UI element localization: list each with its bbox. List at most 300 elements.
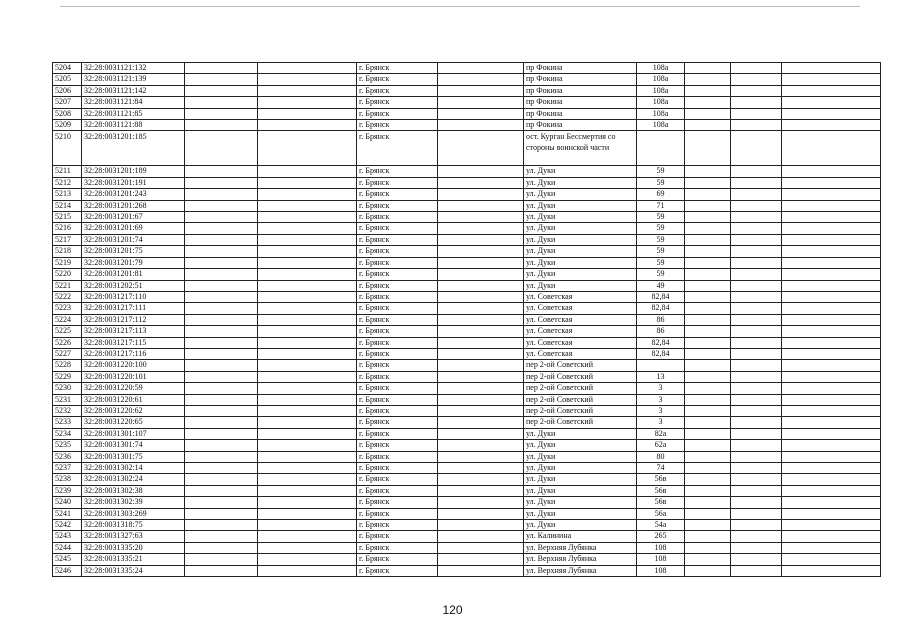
empty-cell (185, 542, 258, 553)
table-row (53, 280, 881, 291)
empty-cell (782, 269, 881, 280)
empty-cell (731, 63, 782, 74)
empty-cell (782, 565, 881, 576)
empty-cell (782, 428, 881, 439)
empty-cell (731, 520, 782, 531)
house-number-cell: 59 (637, 246, 685, 257)
table-row (53, 554, 881, 565)
empty-cell (782, 383, 881, 394)
street-cell: ул. Дуки (524, 212, 637, 223)
row-number-cell: 5226 (53, 337, 82, 348)
empty-cell (185, 200, 258, 211)
empty-cell (438, 383, 524, 394)
street-cell: ул. Дуки (524, 234, 637, 245)
empty-cell (185, 428, 258, 439)
empty-cell (258, 428, 357, 439)
empty-cell (731, 474, 782, 485)
empty-cell (185, 326, 258, 337)
empty-cell (438, 337, 524, 348)
empty-cell (731, 74, 782, 85)
house-number-cell: 71 (637, 200, 685, 211)
empty-cell (731, 348, 782, 359)
empty-cell (731, 280, 782, 291)
empty-cell (685, 463, 731, 474)
table-row (53, 97, 881, 108)
empty-cell (258, 291, 357, 302)
street-cell: пер 2-ой Советский (524, 371, 637, 382)
table-row (53, 189, 881, 200)
empty-cell (438, 485, 524, 496)
empty-cell (185, 189, 258, 200)
empty-cell (731, 394, 782, 405)
city-cell: г. Брянск (357, 405, 438, 416)
empty-cell (782, 74, 881, 85)
empty-cell (685, 291, 731, 302)
house-number-cell: 62а (637, 440, 685, 451)
empty-cell (185, 371, 258, 382)
cadastral-number-cell: 32:28:0031301:107 (82, 428, 185, 439)
house-number-cell: 3 (637, 383, 685, 394)
city-cell: г. Брянск (357, 63, 438, 74)
empty-cell (685, 314, 731, 325)
house-number-cell: 80 (637, 451, 685, 462)
street-cell: ул. Дуки (524, 497, 637, 508)
city-cell: г. Брянск (357, 497, 438, 508)
empty-cell (731, 177, 782, 188)
empty-cell (258, 74, 357, 85)
house-number-cell: 56в (637, 497, 685, 508)
empty-cell (685, 223, 731, 234)
empty-cell (685, 280, 731, 291)
table-row (53, 485, 881, 496)
empty-cell (685, 440, 731, 451)
row-number-cell: 5211 (53, 166, 82, 177)
empty-cell (438, 200, 524, 211)
empty-cell (185, 63, 258, 74)
cadastral-number-cell: 32:28:0031201:74 (82, 234, 185, 245)
empty-cell (258, 542, 357, 553)
empty-cell (685, 531, 731, 542)
table-row (53, 246, 881, 257)
city-cell: г. Брянск (357, 120, 438, 131)
table-row (53, 451, 881, 462)
empty-cell (782, 463, 881, 474)
row-number-cell: 5209 (53, 120, 82, 131)
street-cell: ул. Верхняя Лубянка (524, 542, 637, 553)
empty-cell (731, 314, 782, 325)
table-row (53, 131, 881, 166)
city-cell: г. Брянск (357, 337, 438, 348)
street-cell: ул. Советская (524, 337, 637, 348)
empty-cell (438, 74, 524, 85)
city-cell: г. Брянск (357, 394, 438, 405)
house-number-cell: 56в (637, 485, 685, 496)
cadastral-number-cell: 32:28:0031201:191 (82, 177, 185, 188)
row-number-cell: 5231 (53, 394, 82, 405)
empty-cell (685, 189, 731, 200)
empty-cell (438, 269, 524, 280)
street-cell: ул. Дуки (524, 246, 637, 257)
empty-cell (438, 520, 524, 531)
empty-cell (185, 440, 258, 451)
empty-cell (685, 474, 731, 485)
empty-cell (782, 234, 881, 245)
empty-cell (685, 326, 731, 337)
street-cell: ул. Дуки (524, 485, 637, 496)
empty-cell (258, 417, 357, 428)
cadastral-number-cell: 32:28:0031318:75 (82, 520, 185, 531)
empty-cell (685, 269, 731, 280)
empty-cell (438, 314, 524, 325)
table-row (53, 531, 881, 542)
city-cell: г. Брянск (357, 131, 438, 166)
row-number-cell: 5242 (53, 520, 82, 531)
street-cell: ул. Дуки (524, 257, 637, 268)
empty-cell (438, 394, 524, 405)
row-number-cell: 5229 (53, 371, 82, 382)
empty-cell (438, 303, 524, 314)
empty-cell (438, 474, 524, 485)
cadastral-number-cell: 32:28:0031121:132 (82, 63, 185, 74)
empty-cell (185, 520, 258, 531)
empty-cell (258, 348, 357, 359)
street-cell: пр Фокина (524, 74, 637, 85)
cadastral-number-cell: 32:28:0031201:189 (82, 166, 185, 177)
empty-cell (185, 85, 258, 96)
row-number-cell: 5243 (53, 531, 82, 542)
empty-cell (731, 565, 782, 576)
house-number-cell: 108 (637, 542, 685, 553)
empty-cell (782, 303, 881, 314)
row-number-cell: 5216 (53, 223, 82, 234)
city-cell: г. Брянск (357, 280, 438, 291)
empty-cell (731, 440, 782, 451)
city-cell: г. Брянск (357, 257, 438, 268)
empty-cell (685, 565, 731, 576)
empty-cell (782, 212, 881, 223)
table-row (53, 463, 881, 474)
empty-cell (438, 428, 524, 439)
city-cell: г. Брянск (357, 200, 438, 211)
row-number-cell: 5210 (53, 131, 82, 166)
empty-cell (731, 383, 782, 394)
table-row (53, 108, 881, 119)
empty-cell (782, 337, 881, 348)
house-number-cell: 56а (637, 508, 685, 519)
empty-cell (185, 131, 258, 166)
house-number-cell: 82,84 (637, 337, 685, 348)
row-number-cell: 5244 (53, 542, 82, 553)
empty-cell (258, 485, 357, 496)
empty-cell (731, 189, 782, 200)
empty-cell (258, 63, 357, 74)
row-number-cell: 5224 (53, 314, 82, 325)
city-cell: г. Брянск (357, 371, 438, 382)
house-number-cell: 54а (637, 520, 685, 531)
empty-cell (258, 554, 357, 565)
empty-cell (782, 280, 881, 291)
empty-cell (782, 360, 881, 371)
cadastral-number-cell: 32:28:0031302:24 (82, 474, 185, 485)
empty-cell (185, 234, 258, 245)
cadastral-number-cell: 32:28:0031201:79 (82, 257, 185, 268)
cadastral-number-cell: 32:28:0031201:69 (82, 223, 185, 234)
empty-cell (782, 177, 881, 188)
house-number-cell: 108 (637, 554, 685, 565)
empty-cell (782, 246, 881, 257)
empty-cell (258, 200, 357, 211)
empty-cell (258, 120, 357, 131)
empty-cell (782, 371, 881, 382)
city-cell: г. Брянск (357, 234, 438, 245)
empty-cell (438, 405, 524, 416)
house-number-cell: 3 (637, 405, 685, 416)
city-cell: г. Брянск (357, 520, 438, 531)
empty-cell (258, 326, 357, 337)
house-number-cell: 69 (637, 189, 685, 200)
table-row (53, 74, 881, 85)
row-number-cell: 5206 (53, 85, 82, 96)
row-number-cell: 5227 (53, 348, 82, 359)
empty-cell (438, 246, 524, 257)
city-cell: г. Брянск (357, 508, 438, 519)
house-number-cell: 108 (637, 565, 685, 576)
cadastral-number-cell: 32:28:0031217:111 (82, 303, 185, 314)
house-number-cell: 108а (637, 74, 685, 85)
house-number-cell: 86 (637, 326, 685, 337)
city-cell: г. Брянск (357, 531, 438, 542)
table-row (53, 497, 881, 508)
empty-cell (258, 166, 357, 177)
row-number-cell: 5212 (53, 177, 82, 188)
street-cell: ул. Калинина (524, 531, 637, 542)
empty-cell (438, 508, 524, 519)
cadastral-number-cell: 32:28:0031121:139 (82, 74, 185, 85)
cadastral-number-cell: 32:28:0031217:113 (82, 326, 185, 337)
house-number-cell: 56в (637, 474, 685, 485)
row-number-cell: 5220 (53, 269, 82, 280)
street-cell: пер 2-ой Советский (524, 394, 637, 405)
empty-cell (731, 428, 782, 439)
row-number-cell: 5230 (53, 383, 82, 394)
street-cell: ул. Дуки (524, 200, 637, 211)
house-number-cell: 108а (637, 85, 685, 96)
empty-cell (438, 257, 524, 268)
empty-cell (685, 383, 731, 394)
house-number-cell: 108а (637, 97, 685, 108)
empty-cell (731, 360, 782, 371)
empty-cell (438, 189, 524, 200)
empty-cell (782, 348, 881, 359)
row-number-cell: 5238 (53, 474, 82, 485)
street-cell: пер 2-ой Советский (524, 417, 637, 428)
row-number-cell: 5246 (53, 565, 82, 576)
page-number: 120 (442, 603, 463, 617)
empty-cell (782, 131, 881, 166)
table-row (53, 337, 881, 348)
empty-cell (258, 234, 357, 245)
row-number-cell: 5204 (53, 63, 82, 74)
empty-cell (438, 554, 524, 565)
empty-cell (731, 451, 782, 462)
table-row (53, 371, 881, 382)
empty-cell (258, 337, 357, 348)
table-row (53, 428, 881, 439)
empty-cell (685, 497, 731, 508)
row-number-cell: 5215 (53, 212, 82, 223)
cadastral-table (52, 62, 881, 577)
empty-cell (782, 291, 881, 302)
empty-cell (731, 542, 782, 553)
city-cell: г. Брянск (357, 474, 438, 485)
empty-cell (258, 360, 357, 371)
empty-cell (685, 360, 731, 371)
empty-cell (782, 257, 881, 268)
empty-cell (782, 97, 881, 108)
table-row (53, 63, 881, 74)
table-row (53, 120, 881, 131)
empty-cell (258, 131, 357, 166)
street-cell: ост. Курган Бессмертия со стороны воинской части (524, 131, 637, 166)
empty-cell (731, 497, 782, 508)
table-row (53, 383, 881, 394)
empty-cell (185, 565, 258, 576)
table-row (53, 360, 881, 371)
table-row (53, 269, 881, 280)
empty-cell (782, 200, 881, 211)
cadastral-number-cell: 32:28:0031217:110 (82, 291, 185, 302)
empty-cell (185, 451, 258, 462)
empty-cell (258, 565, 357, 576)
empty-cell (438, 120, 524, 131)
house-number-cell: 59 (637, 234, 685, 245)
city-cell: г. Брянск (357, 451, 438, 462)
empty-cell (258, 394, 357, 405)
empty-cell (185, 108, 258, 119)
house-number-cell: 59 (637, 269, 685, 280)
empty-cell (731, 200, 782, 211)
empty-cell (438, 417, 524, 428)
empty-cell (731, 246, 782, 257)
cadastral-number-cell: 32:28:0031217:112 (82, 314, 185, 325)
city-cell: г. Брянск (357, 212, 438, 223)
empty-cell (185, 120, 258, 131)
empty-cell (438, 326, 524, 337)
empty-cell (438, 451, 524, 462)
cadastral-number-cell: 32:28:0031121:85 (82, 108, 185, 119)
table-row (53, 542, 881, 553)
cadastral-number-cell: 32:28:0031201:81 (82, 269, 185, 280)
empty-cell (731, 417, 782, 428)
house-number-cell: 82,84 (637, 348, 685, 359)
empty-cell (438, 131, 524, 166)
empty-cell (185, 74, 258, 85)
empty-cell (731, 291, 782, 302)
empty-cell (438, 463, 524, 474)
empty-cell (731, 234, 782, 245)
empty-cell (185, 463, 258, 474)
cadastral-number-cell: 32:28:0031220:65 (82, 417, 185, 428)
table-row (53, 394, 881, 405)
street-cell: ул. Советская (524, 348, 637, 359)
house-number-cell: 74 (637, 463, 685, 474)
empty-cell (258, 280, 357, 291)
row-number-cell: 5228 (53, 360, 82, 371)
street-cell: ул. Дуки (524, 508, 637, 519)
empty-cell (438, 108, 524, 119)
empty-cell (782, 554, 881, 565)
city-cell: г. Брянск (357, 246, 438, 257)
empty-cell (258, 497, 357, 508)
table-row (53, 223, 881, 234)
row-number-cell: 5235 (53, 440, 82, 451)
empty-cell (185, 303, 258, 314)
street-cell: ул. Дуки (524, 474, 637, 485)
empty-cell (685, 451, 731, 462)
house-number-cell: 3 (637, 417, 685, 428)
house-number-cell: 265 (637, 531, 685, 542)
city-cell: г. Брянск (357, 417, 438, 428)
empty-cell (185, 383, 258, 394)
empty-cell (685, 200, 731, 211)
city-cell: г. Брянск (357, 314, 438, 325)
row-number-cell: 5239 (53, 485, 82, 496)
empty-cell (185, 554, 258, 565)
empty-cell (731, 485, 782, 496)
empty-cell (438, 371, 524, 382)
cadastral-number-cell: 32:28:0031220:101 (82, 371, 185, 382)
cadastral-number-cell: 32:28:0031201:67 (82, 212, 185, 223)
empty-cell (731, 531, 782, 542)
cadastral-number-cell: 32:28:0031301:75 (82, 451, 185, 462)
empty-cell (731, 223, 782, 234)
empty-cell (438, 166, 524, 177)
empty-cell (782, 63, 881, 74)
empty-cell (782, 531, 881, 542)
empty-cell (685, 417, 731, 428)
street-cell: пр Фокина (524, 63, 637, 74)
row-number-cell: 5207 (53, 97, 82, 108)
street-cell: пр Фокина (524, 120, 637, 131)
empty-cell (731, 85, 782, 96)
cadastral-number-cell: 32:28:0031201:268 (82, 200, 185, 211)
city-cell: г. Брянск (357, 74, 438, 85)
empty-cell (185, 314, 258, 325)
house-number-cell: 86 (637, 314, 685, 325)
street-cell: ул. Дуки (524, 177, 637, 188)
city-cell: г. Брянск (357, 189, 438, 200)
city-cell: г. Брянск (357, 326, 438, 337)
empty-cell (731, 463, 782, 474)
empty-cell (685, 85, 731, 96)
empty-cell (782, 120, 881, 131)
empty-cell (782, 497, 881, 508)
cadastral-number-cell: 32:28:0031121:142 (82, 85, 185, 96)
empty-cell (731, 337, 782, 348)
cadastral-number-cell: 32:28:0031220:59 (82, 383, 185, 394)
city-cell: г. Брянск (357, 360, 438, 371)
city-cell: г. Брянск (357, 85, 438, 96)
city-cell: г. Брянск (357, 348, 438, 359)
empty-cell (731, 371, 782, 382)
table-row (53, 200, 881, 211)
street-cell: пр Фокина (524, 108, 637, 119)
street-cell: ул. Дуки (524, 520, 637, 531)
empty-cell (782, 440, 881, 451)
street-cell: ул. Дуки (524, 166, 637, 177)
empty-cell (438, 212, 524, 223)
empty-cell (685, 508, 731, 519)
